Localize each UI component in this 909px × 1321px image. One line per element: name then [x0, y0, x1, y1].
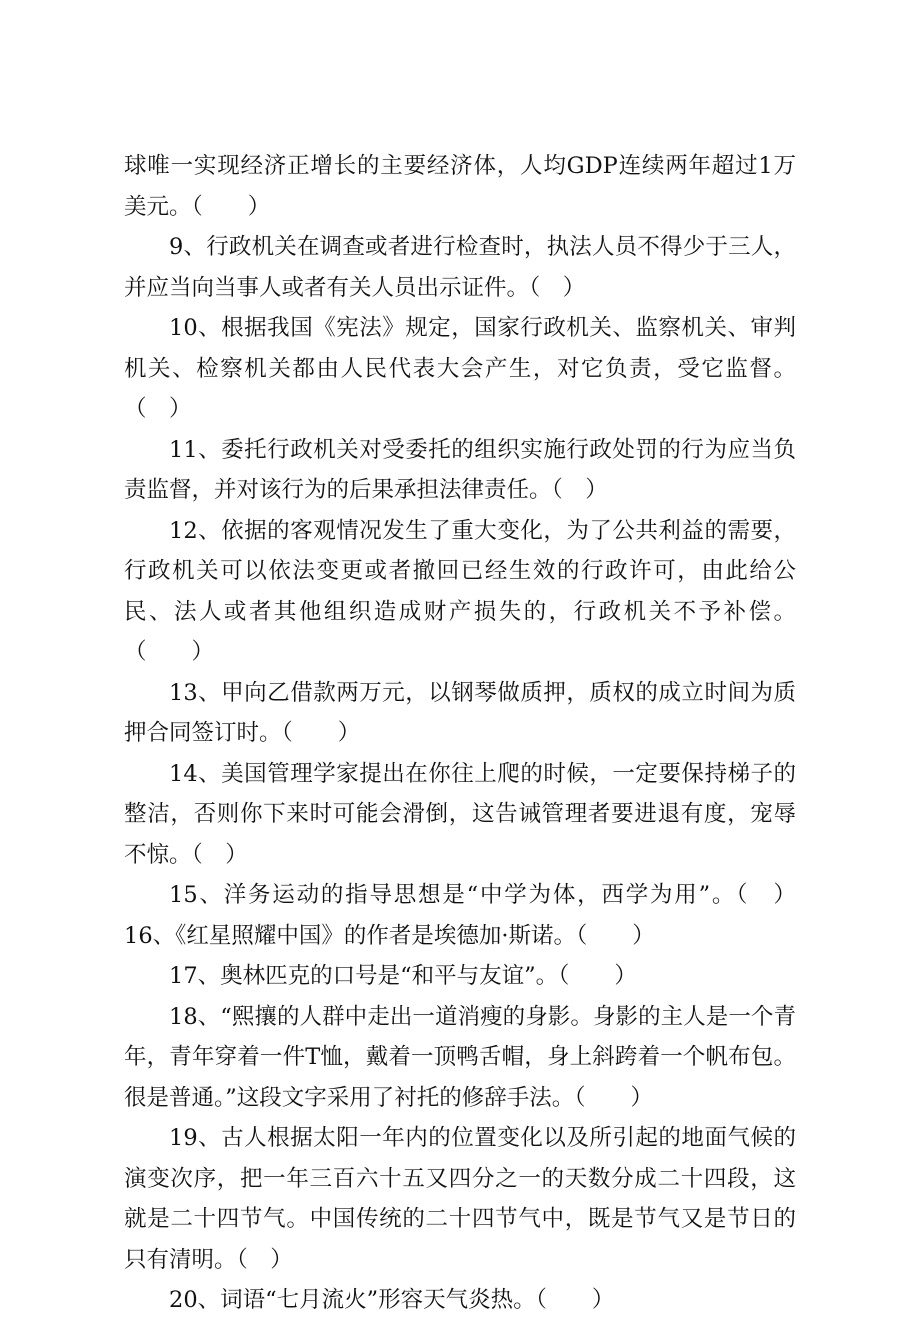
question-12: 12、依据的客观情况发生了重大变化，为了公共利益的需要，行政机关可以依法变更或者撤回已经生效的行政许可，由此给公民、法人或者其他组织造成财产损失的，行政机关不予补偿。（ ）: [124, 517, 796, 665]
question-17: 17、奥林匹克的口号是“和平与友谊”。（ ）: [169, 963, 637, 989]
question-15-16: 15、洋务运动的指导思想是“中学为体，西学为用”。（ ）16、《红星照耀中国》的作者是埃德加·斯诺。（ ）: [124, 882, 796, 949]
question-11: 11、委托行政机关对受委托的组织实施行政处罚的行为应当负责监督，并对该行为的后果承担法律责任。（ ）: [124, 436, 796, 503]
paragraph-continuation: 球唯一实现经济正增长的主要经济体，人均GDP连续两年超过1万美元。（ ）: [124, 153, 796, 220]
question-10: 10、根据我国《宪法》规定，国家行政机关、监察机关、审判机关、检察机关都由人民代表大会产生，对它负责，受它监督。（ ）: [124, 315, 796, 422]
question-20: 20、词语“七月流火”形容天气炎热。（ ）: [169, 1287, 615, 1313]
question-19: 19、古人根据太阳一年内的位置变化以及所引起的地面气候的演变次序，把一年三百六十五又四分之一的天数分成二十四段，这就是二十四节气。中国传统的二十四节气中，既是节气又是节日的只有清明。（ ）: [124, 1125, 796, 1273]
question-14: 14、美国管理学家提出在你往上爬的时候，一定要保持梯子的整洁，否则你下来时可能会滑倒，这告诫管理者要进退有度，宠辱不惊。（ ）: [124, 760, 796, 868]
question-18: 18、“熙攘的人群中走出一道消瘦的身影。身影的主人是一个青年，青年穿着一件T恤，戴着一顶鸭舌帽，身上斜跨着一个帆布包。很是普通。”这段文字采用了衬托的修辞手法。（ ）: [124, 1003, 796, 1111]
question-9: 9、行政机关在调查或者进行检查时，执法人员不得少于三人，并应当向当事人或者有关人员出示证件。（ ）: [124, 234, 796, 301]
document-page: [124, 146, 796, 1321]
question-13: 13、甲向乙借款两万元，以钢琴做质押，质权的成立时间为质押合同签订时。（ ）: [124, 679, 796, 746]
